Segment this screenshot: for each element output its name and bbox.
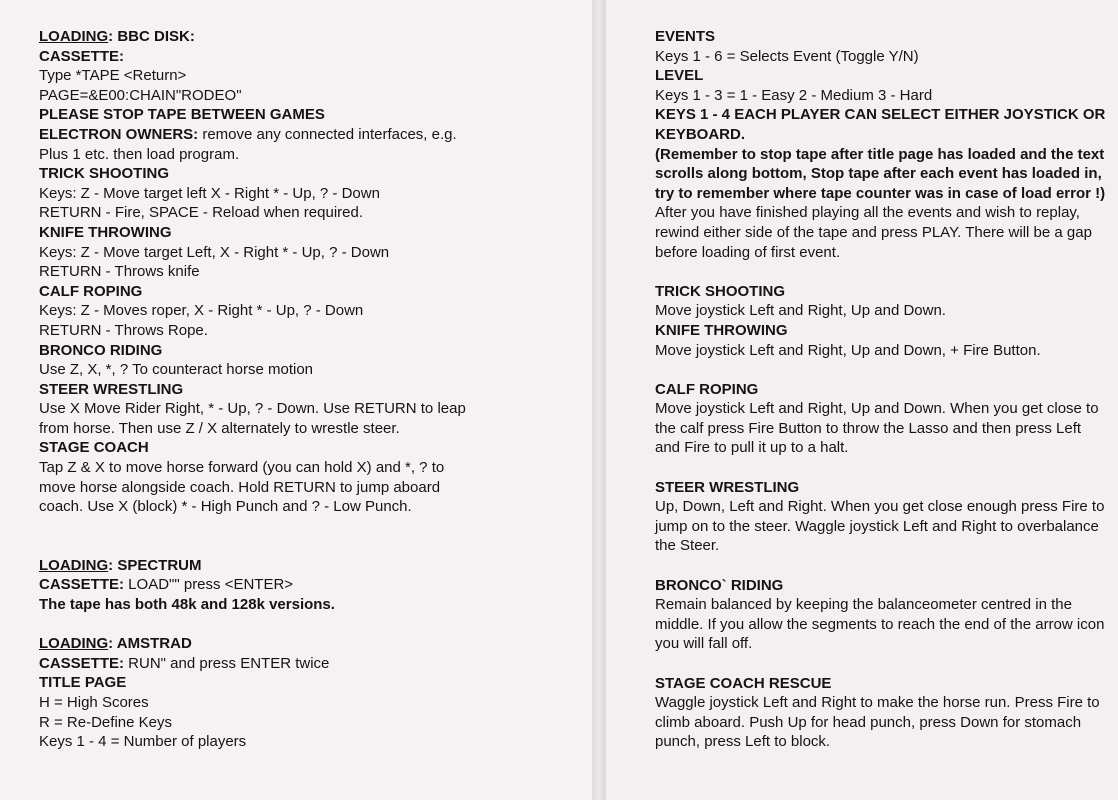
after-finished-note: After you have finished playing all the events and wish to replay, rewind either side of the tape and press PLAY. There will be a gap before loading of first event.: [655, 204, 1092, 261]
amstrad-cassette-line: CASSETTE: RUN" and press ENTER twice: [39, 654, 330, 672]
electron-owners-note: ELECTRON OWNERS: remove any connected interfaces, e.g. Plus 1 etc. then load program.: [39, 125, 457, 163]
knife-throwing-text: Move joystick Left and Right, Up and Down, + Fire Button.: [655, 341, 1041, 359]
bbc-stage-coach-text: Tap Z & X to move horse forward (you can hold X) and *, ? to move horse alongside coach. Hold RETURN to jump aboard coach. Use X (block) * - High Punch and ? - Low Punch.: [39, 459, 445, 516]
bbc-loading-heading: LOADING: BBC DISK:: [39, 28, 195, 45]
bbc-bronco-riding-text: Use Z, X, *, ? To counteract horse motion: [39, 361, 314, 379]
trick-shooting-text: Move joystick Left and Right, Up and Down.: [655, 302, 946, 320]
bbc-page-command: PAGE=&E00:CHAIN"RODEO": [39, 86, 242, 104]
bbc-steer-wrestling-text: Use X Move Rider Right, * - Up, ? - Down. Use RETURN to leap from horse. Then use Z / X alternately to wrestle steer.: [39, 400, 466, 437]
spectrum-loading-heading: LOADING: SPECTRUM: [39, 556, 202, 574]
level-keys: Keys 1 - 3 = 1 - Easy 2 - Medium 3 - Hard: [655, 86, 933, 104]
bbc-knife-throwing-title: KNIFE THROWING: [39, 223, 172, 241]
trick-shooting-title: TRICK SHOOTING: [655, 282, 785, 300]
level-title: LEVEL: [655, 67, 704, 85]
bbc-type-command: Type *TAPE <Return>: [39, 67, 187, 85]
bbc-stop-tape-note: PLEASE STOP TAPE BETWEEN GAMES: [39, 106, 325, 124]
events-keys: Keys 1 - 6 = Selects Event (Toggle Y/N): [655, 47, 919, 65]
amstrad-players-key: Keys 1 - 4 = Number of players: [39, 733, 247, 751]
bbc-calf-roping-keys: Keys: Z - Moves roper, X - Right * - Up, ? - Down: [39, 302, 364, 320]
steer-wrestling-text: Up, Down, Left and Right. When you get close enough press Fire to jump on to the steer. Waggle joystick Left and Right to overbalance the Steer.: [655, 498, 1105, 555]
steer-wrestling-title: STEER WRESTLING: [655, 478, 800, 496]
stage-coach-rescue-text: Waggle joystick Left and Right to make the horse run. Press Fire to climb aboard. Push Up for head punch, press Down for stomach punch, press Left to block.: [655, 694, 1100, 751]
bbc-steer-wrestling-title: STEER WRESTLING: [39, 380, 184, 398]
knife-throwing-title: KNIFE THROWING: [655, 321, 788, 339]
bbc-calf-roping-title: CALF ROPING: [39, 282, 143, 300]
spectrum-versions-note: The tape has both 48k and 128k versions.: [39, 596, 335, 614]
bbc-trick-shooting-title: TRICK SHOOTING: [39, 165, 169, 183]
events-title: EVENTS: [655, 28, 716, 45]
bbc-cassette-label: CASSETTE:: [39, 47, 125, 65]
page-gutter: [592, 0, 606, 800]
amstrad-title-page-heading: TITLE PAGE: [39, 674, 127, 692]
stage-coach-rescue-title: STAGE COACH RESCUE: [655, 674, 832, 692]
bbc-trick-shooting-keys: Keys: Z - Move target left X - Right * - Up, ? - Down: [39, 184, 380, 202]
bbc-calf-roping-return: RETURN - Throws Rope.: [39, 321, 208, 339]
keys-each-player-note: KEYS 1 - 4 EACH PLAYER CAN SELECT EITHER JOYSTICK OR KEYBOARD.: [655, 106, 1106, 143]
bronco-riding-text: Remain balanced by keeping the balanceometer centred in the middle. If you allow the segments to reach the end of the arrow icon you will fall off.: [655, 596, 1105, 653]
remember-stop-tape-note: (Remember to stop tape after title page has loaded and the text scrolls along bottom, Stop tape after each event has loaded in, try to remember where tape counter was in case of load error !): [655, 145, 1106, 202]
amstrad-high-scores-key: H = High Scores: [39, 694, 149, 711]
bbc-knife-throwing-return: RETURN - Throws knife: [39, 263, 200, 281]
left-column: [39, 27, 475, 752]
bronco-riding-title: BRONCO` RIDING: [655, 576, 784, 594]
amstrad-loading-heading: LOADING: AMSTRAD: [39, 635, 192, 653]
spectrum-cassette-line: CASSETTE: LOAD"" press <ENTER>: [39, 576, 294, 594]
calf-roping-text: Move joystick Left and Right, Up and Down. When you get close to the calf press Fire Button to throw the Lasso and then press Left and Fire to pull it up to a halt.: [655, 400, 1099, 457]
right-column: [655, 27, 1107, 752]
bbc-bronco-riding-title: BRONCO RIDING: [39, 341, 163, 359]
bbc-stage-coach-title: STAGE COACH: [39, 439, 149, 457]
bbc-trick-shooting-return: RETURN - Fire, SPACE - Reload when required.: [39, 204, 363, 222]
calf-roping-title: CALF ROPING: [655, 380, 759, 398]
amstrad-redefine-keys-key: R = Re-Define Keys: [39, 713, 172, 731]
bbc-knife-throwing-keys: Keys: Z - Move target Left, X - Right * - Up, ? - Down: [39, 243, 390, 261]
